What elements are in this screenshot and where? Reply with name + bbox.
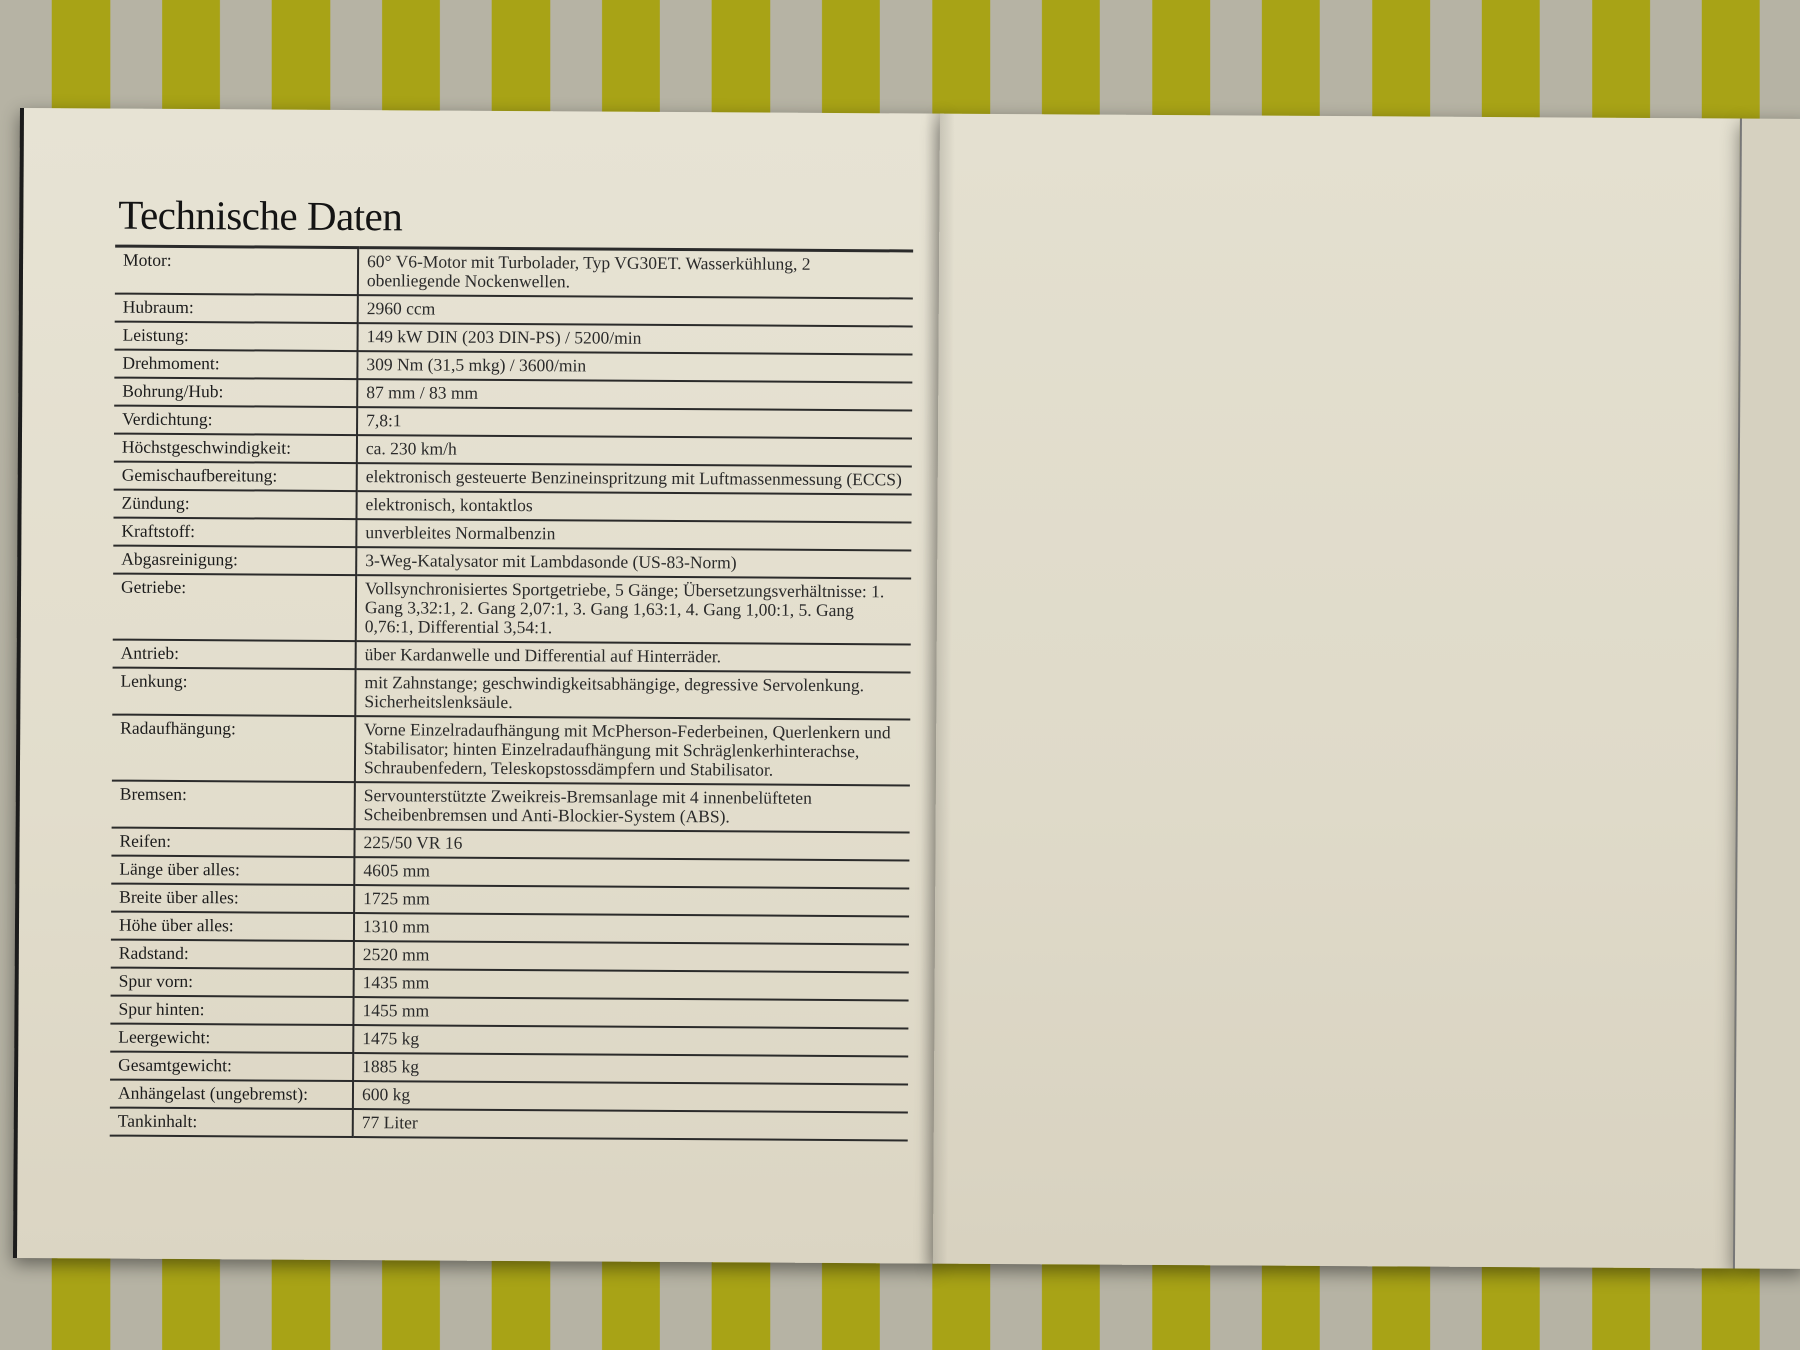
spec-label: Gemischaufbereitung: (114, 462, 357, 491)
spec-row (112, 668, 910, 720)
spec-label: Länge über alles: (111, 856, 354, 885)
brochure-booklet (13, 108, 1800, 1269)
spec-label: Verdichtung: (114, 406, 357, 435)
spec-value: Vorne Einzelradaufhängung mit McPherson-Federbeinen, Querlenkern und Stabilisator; hinten Einzelradaufhängung mit Schräglenkerhinterachse, Schraubenfedern, Teleskopstossdämpfern und Stabilisator. (355, 716, 910, 785)
spec-label: Motor: (115, 246, 358, 295)
spec-table-german (110, 245, 913, 1142)
spec-label: Reifen: (111, 828, 354, 857)
spec-value: 60° V6-Motor mit Turbolader, Typ VG30ET. Wasserkühlung, 2 obenliegende Nockenwellen. (358, 248, 913, 299)
spec-label: Leergewicht: (110, 1024, 353, 1053)
spec-label: Bremsen: (112, 781, 355, 829)
spec-value: 7,8:1 (357, 407, 912, 438)
page-title-german: Technische Daten (118, 191, 403, 240)
spec-label: Radstand: (111, 940, 354, 969)
spec-value: 1455 mm (353, 997, 908, 1028)
spec-value: 1885 kg (353, 1053, 908, 1084)
spec-value: 2960 ccm (358, 295, 913, 326)
next-page-edge (1733, 119, 1800, 1269)
spec-value: 1725 mm (354, 885, 909, 916)
spec-label: Zündung: (113, 490, 356, 519)
spec-value: 149 kW DIN (203 DIN-PS) / 5200/min (358, 323, 913, 354)
page-left-german (13, 108, 944, 1264)
spec-row (112, 715, 910, 786)
spec-row (115, 246, 913, 298)
spec-row (113, 574, 911, 645)
spec-value: 77 Liter (353, 1109, 908, 1140)
spec-label: Höchstgeschwindigkeit: (114, 434, 357, 463)
spec-value: 2520 mm (354, 941, 909, 972)
spec-value: ca. 230 km/h (357, 435, 912, 466)
spec-value: unverbleites Normalbenzin (356, 519, 911, 550)
spec-value: 600 kg (353, 1081, 908, 1112)
spec-value: 1475 kg (353, 1025, 908, 1056)
spec-label: Gesamtgewicht: (110, 1052, 353, 1081)
spec-value: 1310 mm (354, 913, 909, 944)
spec-label: Getriebe: (113, 574, 356, 641)
spec-value: Servounterstützte Zweikreis-Bremsanlage mit 4 innenbelüfteten Scheibenbremsen und Anti-Blockier-System (ABS). (355, 782, 910, 832)
spec-label: Bohrung/Hub: (114, 378, 357, 407)
spec-value: 87 mm / 83 mm (357, 379, 912, 410)
spec-value: mit Zahnstange; geschwindigkeitsabhängige, degressive Servolenkung. Sicherheitslenksäule. (355, 669, 910, 719)
spec-label: Drehmoment: (114, 350, 357, 379)
spec-value: 309 Nm (31,5 mkg) / 3600/min (357, 351, 912, 382)
spec-label: Radaufhängung: (112, 715, 355, 782)
spec-label: Leistung: (115, 322, 358, 351)
spec-label: Spur vorn: (111, 968, 354, 997)
page-right-french (933, 114, 1740, 1269)
spec-row (110, 1108, 908, 1141)
spec-value: elektronisch gesteuerte Benzineinspritzung mit Luftmassenmessung (ECCS) (357, 463, 912, 494)
spec-label: Höhe über alles: (111, 912, 354, 941)
spec-label: Antrieb: (113, 640, 356, 669)
spec-label: Hubraum: (115, 294, 358, 323)
spec-label: Tankinhalt: (110, 1108, 353, 1137)
spec-value: 3-Weg-Katalysator mit Lambdasonde (US-83-Norm) (356, 547, 911, 578)
spec-value: Vollsynchronisiertes Sportgetriebe, 5 Gänge; Übersetzungsverhältnisse: 1. Gang 3,32:1, 2. Gang 2,07:1, 3. Gang 1,63:1, 4. Gang 1,00:1, 5. Gang 0,76:1, Differential 3,54:1. (356, 575, 911, 644)
spec-label: Anhängelast (ungebremst): (110, 1080, 353, 1109)
spec-row (112, 781, 910, 833)
spec-label: Spur hinten: (110, 996, 353, 1025)
spec-value: elektronisch, kontaktlos (356, 491, 911, 522)
spec-label: Breite über alles: (111, 884, 354, 913)
spec-label: Lenkung: (112, 668, 355, 716)
spec-table-german-body (110, 246, 913, 1140)
spec-value: 225/50 VR 16 (354, 829, 909, 860)
spec-value: 4605 mm (354, 857, 909, 888)
spec-label: Kraftstoff: (113, 518, 356, 547)
spec-value: über Kardanwelle und Differential auf Hinterräder. (356, 641, 911, 672)
spec-label: Abgasreinigung: (113, 546, 356, 575)
spec-value: 1435 mm (354, 969, 909, 1000)
